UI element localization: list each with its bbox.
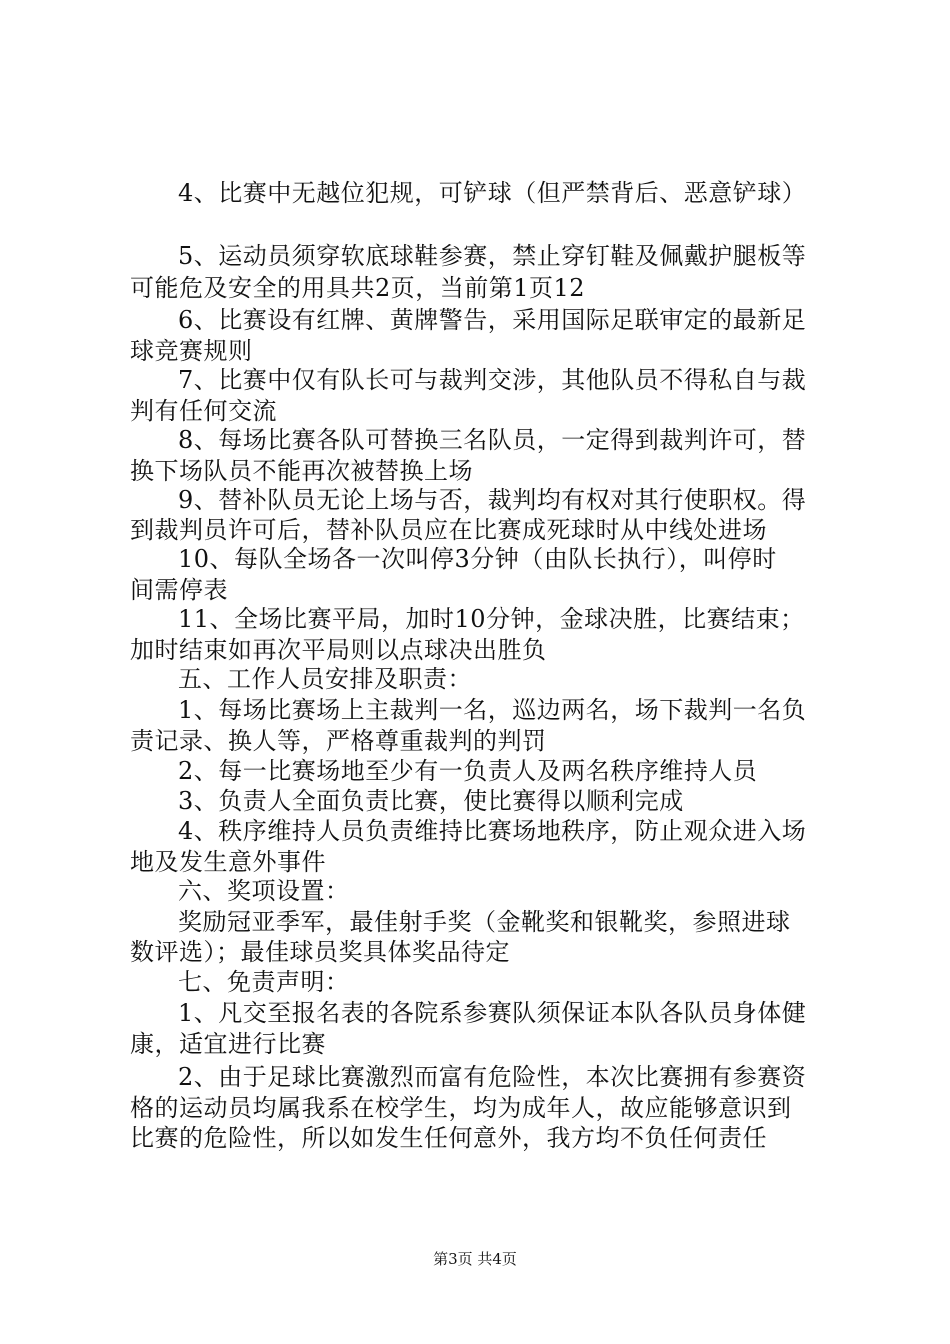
disclaimer-2-line-3: 比赛的危险性，所以如发生任何意外，我方均不负任何责任 xyxy=(130,1124,767,1152)
rule-4: 4、比赛中无越位犯规，可铲球（但严禁背后、恶意铲球） xyxy=(178,179,807,207)
staff-3: 3、负责人全面负责比赛，使比赛得以顺利完成 xyxy=(178,787,684,815)
section-6-heading: 六、奖项设置： xyxy=(178,877,350,905)
staff-1-line-1: 1、每场比赛场上主裁判一名，巡边两名，场下裁判一名负 xyxy=(178,696,807,724)
disclaimer-1-line-1: 1、凡交至报名表的各院系参赛队须保证本队各队员身体健 xyxy=(178,999,807,1027)
rule-8-line-2: 换下场队员不能再次被替换上场 xyxy=(130,457,473,485)
rule-5-line-2: 可能危及安全的用具共2页，当前第1页12 xyxy=(130,274,586,302)
rule-9-line-2: 到裁判员许可后，替补队员应在比赛成死球时从中线处进场 xyxy=(130,516,767,544)
rule-9-line-1: 9、替补队员无论上场与否，裁判均有权对其行使职权。得 xyxy=(178,486,807,514)
staff-4-line-1: 4、秩序维持人员负责维持比赛场地秩序，防止观众进入场 xyxy=(178,817,807,845)
rule-6-line-1: 6、比赛设有红牌、黄牌警告，采用国际足联审定的最新足 xyxy=(178,306,807,334)
staff-2: 2、每一比赛场地至少有一负责人及两名秩序维持人员 xyxy=(178,757,758,785)
page-footer: 第3页 共4页 xyxy=(433,1250,517,1268)
rule-7-line-2: 判有任何交流 xyxy=(130,397,277,425)
disclaimer-2-line-2: 格的运动员均属我系在校学生，均为成年人，故应能够意识到 xyxy=(130,1094,792,1122)
rule-10-line-1: 10、每队全场各一次叫停3分钟（由队长执行），叫停时 xyxy=(178,545,777,573)
awards-line-1: 奖励冠亚季军，最佳射手奖（金靴奖和银靴奖，参照进球 xyxy=(178,908,791,936)
rule-7-line-1: 7、比赛中仅有队长可与裁判交涉，其他队员不得私自与裁 xyxy=(178,366,807,394)
rule-8-line-1: 8、每场比赛各队可替换三名队员，一定得到裁判许可，替 xyxy=(178,426,807,454)
awards-line-2: 数评选）；最佳球员奖具体奖品待定 xyxy=(130,938,510,966)
staff-1-line-2: 责记录、换人等，严格尊重裁判的判罚 xyxy=(130,727,547,755)
disclaimer-2-line-1: 2、由于足球比赛激烈而富有危险性，本次比赛拥有参赛资 xyxy=(178,1063,807,1091)
disclaimer-1-line-2: 康，适宜进行比赛 xyxy=(130,1030,326,1058)
rule-11-line-2: 加时结束如再次平局则以点球决出胜负 xyxy=(130,636,547,664)
section-5-heading: 五、工作人员安排及职责： xyxy=(178,665,472,693)
rule-10-line-2: 间需停表 xyxy=(130,576,228,604)
rule-5-line-1: 5、运动员须穿软底球鞋参赛，禁止穿钉鞋及佩戴护腿板等 xyxy=(178,242,807,270)
section-7-heading: 七、免责声明： xyxy=(178,968,350,996)
rule-11-line-1: 11、全场比赛平局，加时10分钟，金球决胜，比赛结束； xyxy=(178,605,805,633)
staff-4-line-2: 地及发生意外事件 xyxy=(130,848,326,876)
rule-6-line-2: 球竞赛规则 xyxy=(130,337,253,365)
